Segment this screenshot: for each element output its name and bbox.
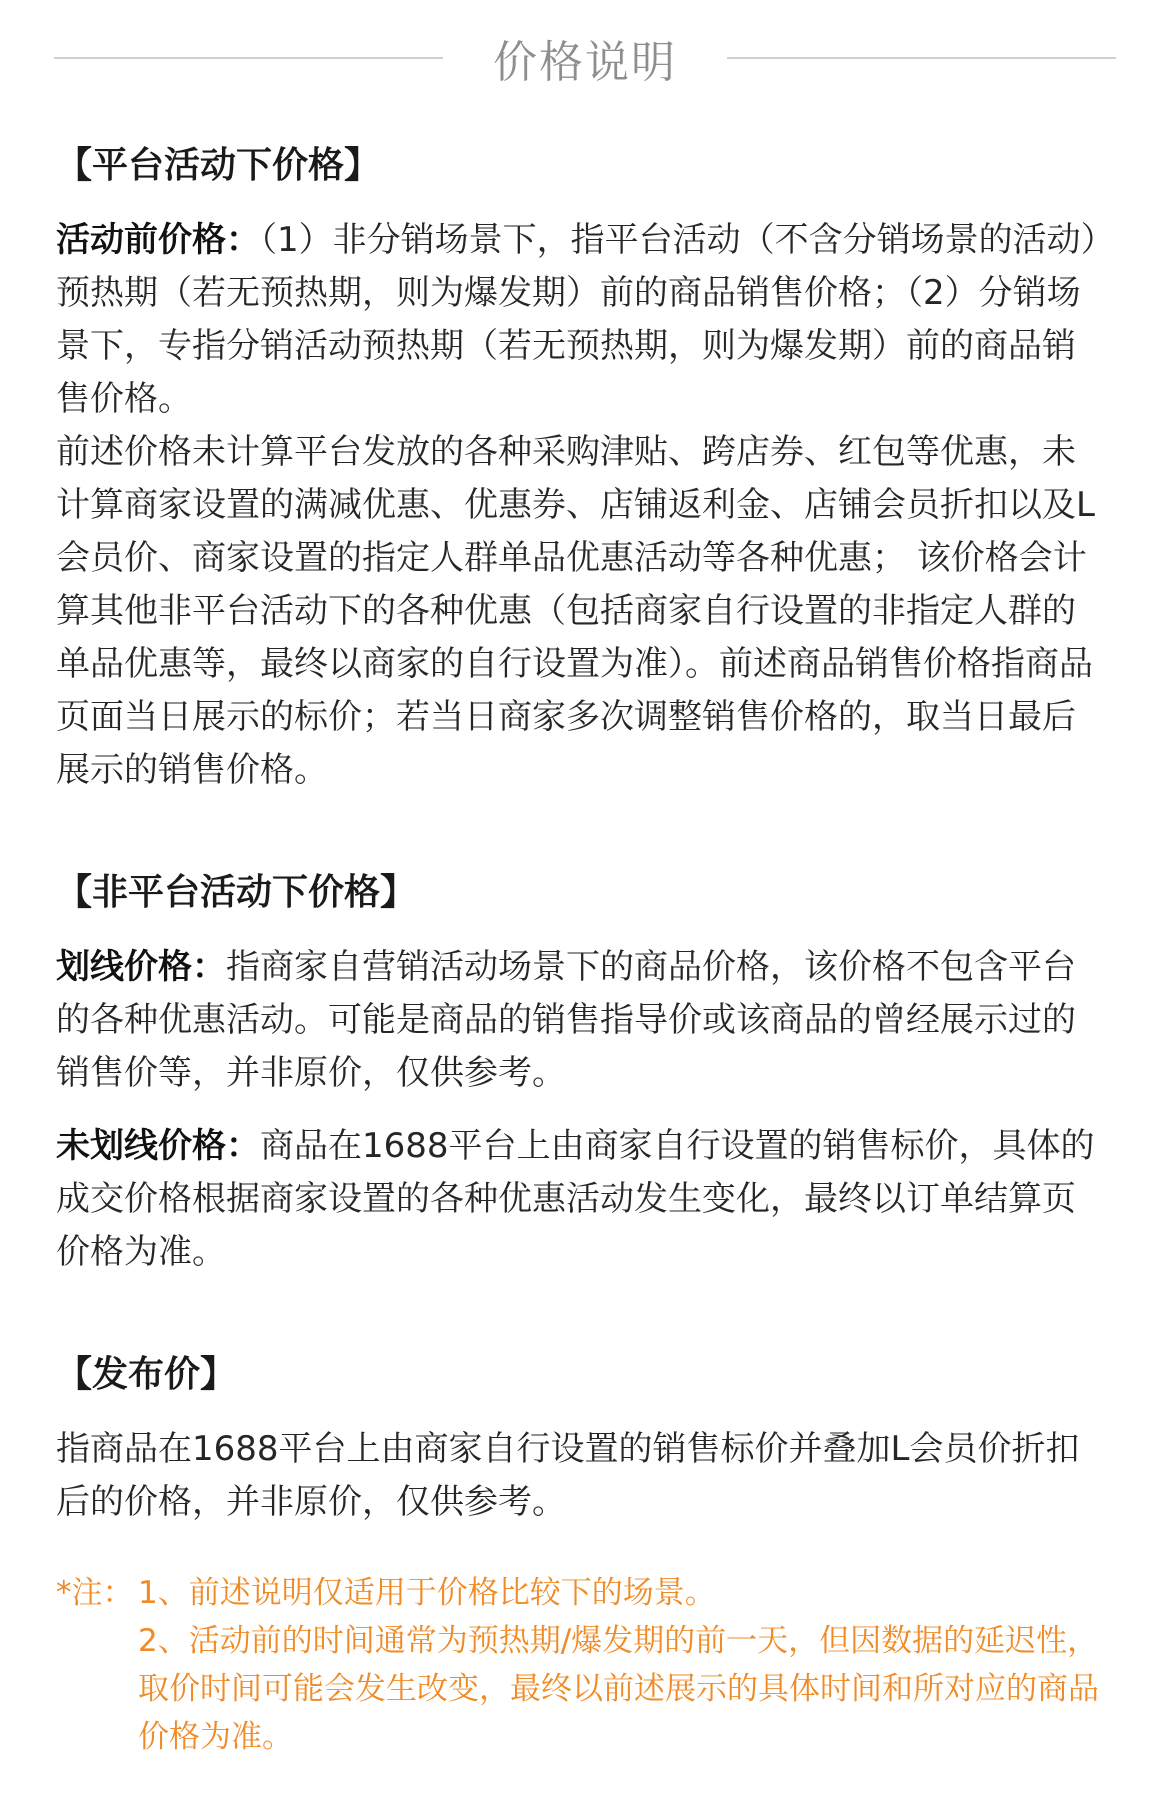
publish-price-section-title: 【发布价】 — [56, 1354, 237, 1395]
strikethrough-price-paragraph — [56, 941, 1106, 1100]
note-item-1: 1、前述说明仅适用于价格比较下的场景。 — [138, 1575, 716, 1611]
header-left-divider — [54, 57, 443, 59]
note-row — [56, 1617, 1106, 1761]
page-header — [54, 22, 1116, 94]
note-prefix: *注： — [56, 1575, 134, 1611]
publish-price-text: 指商品在1688平台上由商家自行设置的销售标价并叠加L会员价折扣后的价格，并非原价，仅供参考。 — [56, 1429, 1080, 1522]
note-row — [56, 1569, 1106, 1617]
strikethrough-price-label: 划线价格： — [56, 947, 226, 987]
platform-price-description: 前述价格未计算平台发放的各种采购津贴、跨店券、红包等优惠，未计算商家设置的满减优惠、优惠券、店铺返利金、店铺会员折扣以及L会员价、商家设置的指定人群单品优惠活动等各种优惠； 该价格会计算其他非平台活动下的各种优惠（包括商家自行设置的非指定人群的单品优惠等，最终以商家的自行设置为准）。前述商品销售价格指商品页面当日展示的标价；若当日商家多次调整销售价格的，取当日最后展示的销售价格。 — [56, 432, 1095, 790]
notes-block — [56, 1569, 1106, 1761]
header-right-divider — [727, 57, 1116, 59]
price-explanation-content — [56, 140, 1106, 1761]
strikethrough-price-text: 指商家自营销活动场景下的商品价格，该价格不包含平台的各种优惠活动。可能是商品的销售指导价或该商品的曾经展示过的销售价等，并非原价，仅供参考。 — [56, 947, 1076, 1093]
pre-activity-price-paragraph — [56, 214, 1106, 426]
pre-activity-price-label: 活动前价格： — [56, 220, 260, 260]
page-title: 价格说明 — [493, 37, 677, 88]
platform-section-title: 【平台活动下价格】 — [56, 145, 381, 186]
non-strikethrough-price-paragraph — [56, 1120, 1106, 1279]
non-strikethrough-price-text: 商品在1688平台上由商家自行设置的销售标价，具体的成交价格根据商家设置的各种优惠活动发生变化，最终以订单结算页价格为准。 — [56, 1126, 1095, 1272]
pre-activity-price-text: （1）非分销场景下，指平台活动（不含分销场景的活动）预热期（若无预热期，则为爆发期）前的商品销售价格；（2）分销场景下，专指分销活动预热期（若无预热期，则为爆发期）前的商品销售价格。 — [56, 220, 1098, 419]
non-strikethrough-price-label: 未划线价格： — [56, 1126, 260, 1166]
non-platform-section-title: 【非平台活动下价格】 — [56, 872, 417, 913]
note-item-2: 2、活动前的时间通常为预热期/爆发期的前一天，但因数据的延迟性，取价时间可能会发生改变，最终以前述展示的具体时间和所对应的商品价格为准。 — [138, 1623, 1099, 1755]
